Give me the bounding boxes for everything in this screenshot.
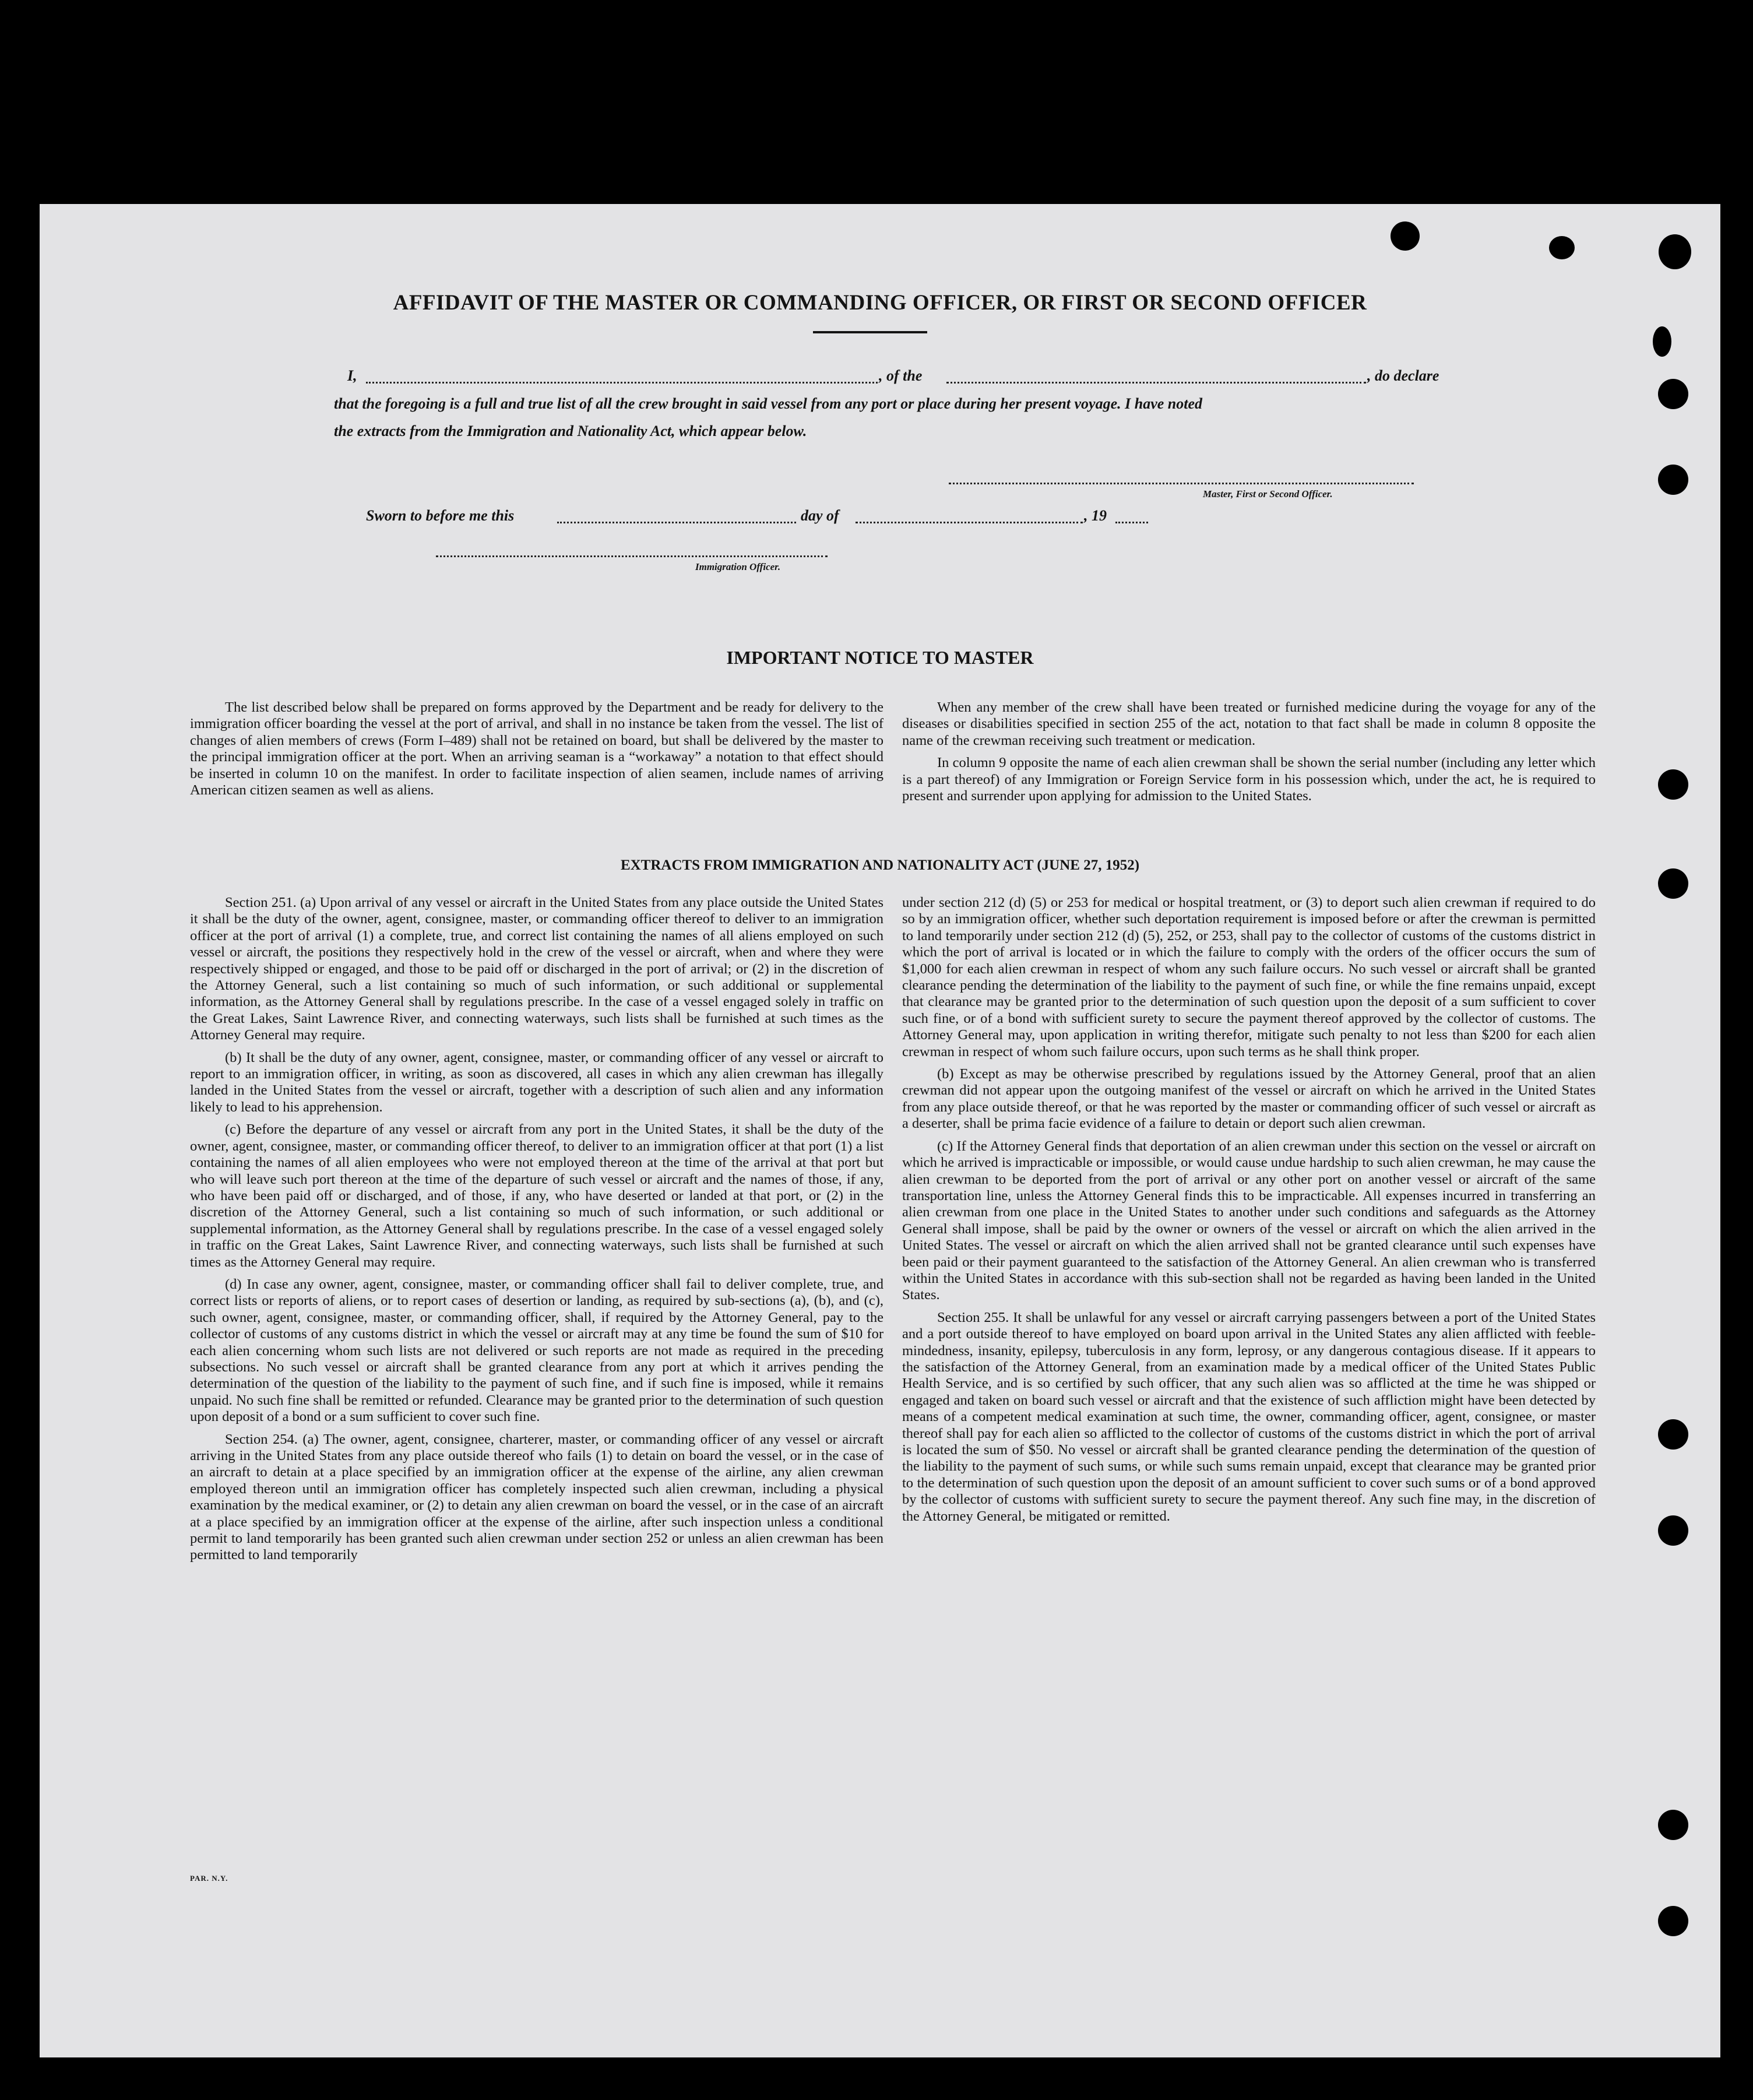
notice-paragraph: In column 9 opposite the name of each alien crewman shall be shown the serial number (including any letter which is a part thereof) of any Immigration or Foreign Service form in his possession which, under the act, he is required to present and surrender upon applying for admission to the United States. [902, 755, 1596, 804]
extracts-title: EXTRACTS FROM IMMIGRATION AND NATIONALITY ACT (JUNE 27, 1952) [620, 857, 1140, 873]
affidavit-declare-label: , do declare [1367, 367, 1439, 384]
affidavit-i-label: I, [347, 367, 357, 384]
master-signature-line [949, 483, 1414, 484]
extract-paragraph: under section 212 (d) (5) or 253 for medical or hospital treatment, or (3) to deport such alien crewman if required to do so by an immigration officer, whether such deportation requirement is imposed before or after the crewman is permitted to land temporarily under section 212 (d) (5), 252, or 253, shall pay to the collector of customs of the customs district in which the port of arrival is located or in which the failure to comply with the orders of the officer occurs the sum of $1,000 for each alien crewman in respect of whom any such failure occurs. No such vessel or aircraft shall be granted clearance pending the determination of the liability to the payment of such fine, or while the fine remains unpaid, except that clearance may be granted prior to the determination of such question upon the deposit of a sum sufficient to cover such fine, or of a bond with sufficient surety to secure the payment thereof approved by the collector of customs. The Attorney General may, upon application in writing therefor, mitigate such penalty to not less than $200 for each alien crewman in respect of whom such failure occurs, upon such terms as he shall think proper. [902, 895, 1596, 1060]
affidavit-title: AFFIDAVIT OF THE MASTER OR COMMANDING OFFICER, OR FIRST OR SECOND OFFICER [393, 291, 1367, 315]
extract-paragraph: Section 255. It shall be unlawful for any vessel or aircraft carrying passengers between a port of the United States and a port outside thereof to have employed on board upon arrival in the United States any alien afflicted with feeble-mindedness, insanity, epilepsy, tuberculosis in any form, leprosy, or any dangerous contagious disease. If it appears to the satisfaction of the Attorney General, from an examination made by a medical officer of the United States Public Health Service, and is so certified by such officer, that any such alien was so afflicted at the time he was shipped or engaged and taken on board such vessel or aircraft and that the existence of such affliction might have been detected by means of a competent medical examination at such time, the owner, commanding officer, agent, consignee, or master thereof shall pay for each alien so afflicted to the collector of customs of the customs district in which the port of arrival is located the sum of $50. No vessel or aircraft shall be granted clearance pending the determination of the question of the liability to the payment of such sums, or while such sums remain unpaid, except that clearance may be granted prior to the determination of such question upon the deposit of an amount sufficient to cover such sums or of a bond approved by the collector of customs with sufficient surety to secure the payment thereof. Any such fine may, in the discretion of the Attorney General, be mitigated or remitted. [902, 1309, 1596, 1524]
master-signature-label: Master, First or Second Officer. [1203, 488, 1333, 500]
extract-paragraph: Section 251. (a) Upon arrival of any vessel or aircraft in the United States from any place outside the United States it shall be the duty of the owner, agent, consignee, master, or commanding officer thereof to deliver to an immigration officer at the port of arrival (1) a complete, true, and correct list containing the names of all aliens employed on such vessel or aircraft, the positions they respectively hold in the crew of the vessel or aircraft, when and where they were respectively shipped or engaged, and those to be paid off or discharged in the port of arrival; or (2) in the discretion of the Attorney General, such a list containing so much of such information, or such additional or supplemental information, as the Attorney General shall by regulations prescribe. In the case of a vessel engaged solely in traffic on the Great Lakes, Saint Lawrence River, and connecting waterways, such lists shall be furnished at such times as the Attorney General may require. [190, 895, 883, 1043]
extract-paragraph: (d) In case any owner, agent, consignee, master, or commanding officer shall fail to deliver complete, true, and correct lists or reports of aliens, or to report cases of desertion or landing, as required by sub-sections (a), (b), and (c), such owner, agent, consignee, master, or commanding officer, shall, if required by the Attorney General, pay to the collector of customs of any customs district in which the vessel or aircraft may at any time be found the sum of $10 for each alien concerning whom such lists are not delivered or such reports are not made as required in the preceding subsections. No such vessel or aircraft shall be granted clearance from any port at which it arrives pending the determination of the question of the liability to the payment of such fine, and if such fine is imposed, while it remains unpaid. No such fine shall be remitted or refunded. Clearance may be granted prior to the determination of such question upon deposit of a bond or a sum sufficient to cover such fine. [190, 1276, 883, 1425]
punch-hole [1659, 234, 1691, 269]
sworn-year-blank [1115, 522, 1148, 523]
extracts-left-column [190, 895, 883, 1570]
affidavit-statement-line-3: the extracts from the Immigration and Nationality Act, which appear below. [334, 423, 807, 439]
notice-left-column [190, 699, 883, 804]
extract-paragraph: (c) If the Attorney General finds that deportation of an alien crewman under this section on the vessel or aircraft on which he arrived is impracticable or impossible, or would cause undue hardship to such alien crewman, he may cause the alien crewman to be deported from the port of arrival or any other port on another vessel or aircraft of the same transportation line, unless the Attorney General finds this to be impracticable. All expenses incurred in transferring an alien crewman from one place in the United States to another under such conditions and safeguards as the Attorney General shall impose, shall be paid by the owner or owners of the vessel or aircraft on which the alien arrived in the United States. The vessel or aircraft on which the alien arrived shall not be granted clearance until such expenses have been paid or their payment guaranteed to the satisfaction of the Attorney General. An alien crewman who is transferred within the United States in accordance with this sub-section shall not be regarded as having been landed in the United States. [902, 1138, 1596, 1303]
extract-paragraph: (b) Except as may be otherwise prescribed by regulations issued by the Attorney General, proof that an alien crewman did not appear upon the outgoing manifest of the vessel or aircraft on which he arrived in the United States from any place outside thereof, or that he was reported by the master or commanding officer of such vessel or aircraft as a deserter, shall be prima facie evidence of a failure to detain or deport such alien crewman. [902, 1066, 1596, 1132]
punch-hole [1658, 1419, 1688, 1450]
punch-hole [1653, 326, 1671, 357]
title-underline [813, 331, 927, 333]
extracts-right-column [902, 895, 1596, 1531]
sworn-day-of: day of [801, 507, 839, 524]
form-page [40, 204, 1720, 2057]
punch-hole [1391, 221, 1420, 251]
name-blank [366, 382, 878, 384]
officer-signature-line [436, 555, 828, 557]
punch-hole [1658, 1810, 1688, 1840]
vessel-blank [946, 382, 1366, 384]
punch-hole [1658, 769, 1688, 800]
extract-paragraph: Section 254. (a) The owner, agent, consignee, charterer, master, or commanding officer of any vessel or aircraft arriving in the United States from any place outside thereof who fails (1) to detain on board the vessel, or in the case of an aircraft to detain at a place specified by an immigration officer at the expense of the airline, any alien crewman employed thereon until an immigration officer has completely inspected such alien crewman, including a physical examination by the medical examiner, or (2) to detain any alien crewman on board the vessel, or in the case of an aircraft at a place specified by an immigration officer at the expense of the airline, after such inspection unless a conditional permit to land temporarily has been granted such alien crewman under section 252 or unless an alien crewman has been permitted to land temporarily [190, 1431, 883, 1563]
sworn-year-label: , 19 [1084, 507, 1107, 524]
sworn-prefix: Sworn to before me this [366, 507, 515, 524]
extract-paragraph: (c) Before the departure of any vessel or aircraft from any port in the United States, it shall be the duty of the owner, agent, consignee, master, or commanding officer thereof, to deliver to an immigration officer at that port (1) a list containing the names of all alien employees who were not employed thereon at the time of the arrival at that port but who will leave such port thereon at the time of the departure of such vessel or aircraft and the names of those, if any, who have been paid off or discharged, and of those, if any, who have deserted or landed at that port, or (2) in the discretion of the Attorney General, such a list containing so much of such information, or such additional or supplemental information, as the Attorney General shall by regulations prescribe. In the case of a vessel engaged solely in traffic on the Great Lakes, Saint Lawrence River, and connecting waterways, such lists shall be furnished at such times as the Attorney General may require. [190, 1121, 883, 1270]
punch-hole [1658, 465, 1688, 495]
notice-paragraph: When any member of the crew shall have been treated or furnished medicine during the voyage for any of the diseases or disabilities specified in section 255 of the act, notation to that fact shall be made in column 8 opposite the name of the crewman receiving such treatment or medication. [902, 699, 1596, 748]
sworn-month-blank [856, 522, 1083, 523]
notice-right-column [902, 699, 1596, 810]
punch-hole [1658, 379, 1688, 409]
notice-title: IMPORTANT NOTICE TO MASTER [726, 647, 1034, 668]
sworn-day-blank [557, 522, 796, 523]
punch-hole [1658, 1906, 1688, 1936]
punch-hole [1549, 236, 1575, 259]
printer-mark: PAR. N.Y. [190, 1874, 228, 1883]
affidavit-statement-line-2: that the foregoing is a full and true list of all the crew brought in said vessel from any port or place during her present voyage. I have noted [334, 395, 1203, 412]
notice-paragraph: The list described below shall be prepared on forms approved by the Department and be ready for delivery to the immigration officer boarding the vessel at the port of arrival, and shall in no instance be taken from the vessel. The list of changes of alien members of crews (Form I–489) shall not be retained on board, but shall be delivered by the master to the principal immigration officer at the port. When an arriving seaman is a “workaway” a notation to that effect should be inserted in column 10 on the manifest. In order to facilitate inspection of alien seamen, include names of arriving American citizen seamen as well as aliens. [190, 699, 883, 799]
punch-hole [1658, 1515, 1688, 1546]
extract-paragraph: (b) It shall be the duty of any owner, agent, consignee, master, or commanding officer of any vessel or aircraft to report to an immigration officer, in writing, as soon as discovered, all cases in which any alien crewman has illegally landed in the United States from the vessel or aircraft, together with a description of such alien and any information likely to lead to his apprehension. [190, 1049, 883, 1115]
affidavit-of-the-label: , of the [879, 367, 923, 384]
officer-signature-label: Immigration Officer. [695, 561, 781, 572]
